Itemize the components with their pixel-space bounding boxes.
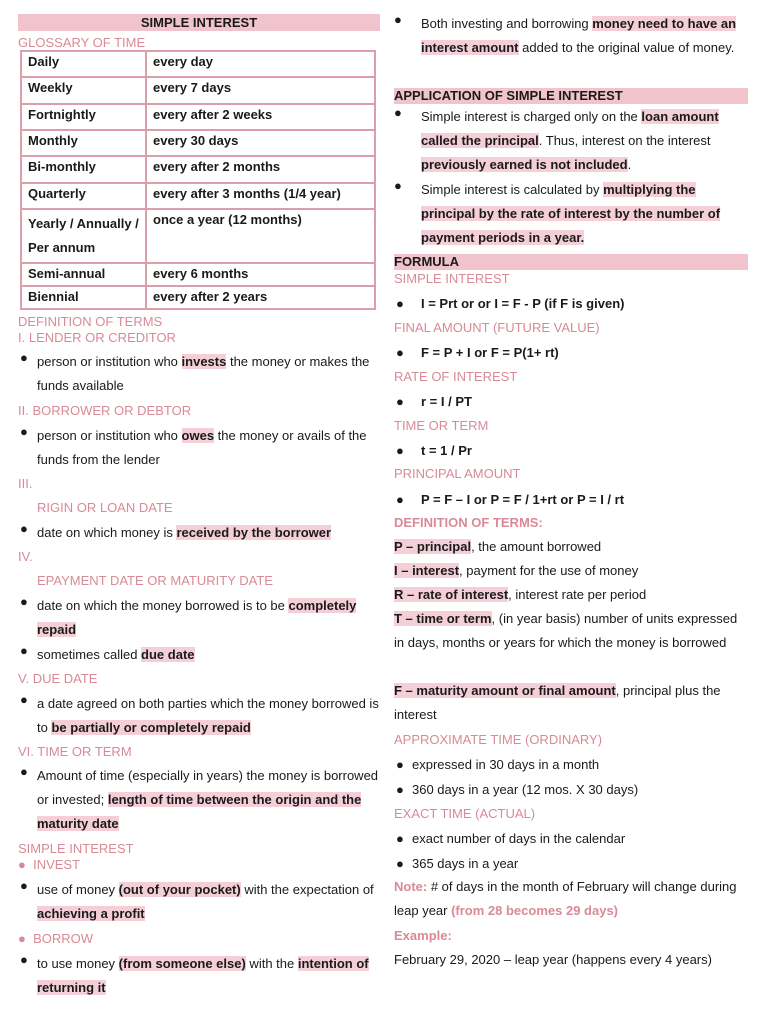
bullet-icon: ● [396, 782, 404, 797]
list-item [18, 764, 380, 836]
bullet-icon: ● [20, 764, 28, 779]
highlight: P – principal [394, 539, 472, 554]
list-item [18, 952, 380, 1000]
formula-text: t = 1 / Pr [421, 443, 472, 458]
table-row [21, 263, 375, 286]
list-item [18, 643, 380, 667]
list-item [18, 594, 380, 642]
text: , payment for the use of money [459, 563, 639, 578]
invest-heading [18, 857, 380, 872]
highlight: be partially or completely repaid [51, 720, 251, 735]
text: , principal plus the interest [394, 683, 721, 722]
pink-bullet-icon: ● [18, 857, 26, 872]
bullet-icon: ● [396, 394, 404, 409]
bullet-icon: ● [396, 492, 404, 507]
glossary-meaning: every after 3 months (1/4 year) [146, 183, 375, 209]
list-item [394, 12, 748, 84]
borrow-heading [18, 931, 380, 946]
highlight: due date [141, 647, 195, 662]
section-origin-heading: RIGIN OR LOAN DATE [37, 500, 173, 515]
highlight: invests [181, 354, 227, 369]
term-t [394, 607, 748, 655]
text: the money or makes the funds available [37, 354, 370, 393]
glossary-table [20, 50, 376, 310]
bullet-icon: ● [396, 296, 404, 311]
table-row [21, 77, 375, 104]
formula-pa-heading: PRINCIPAL AMOUNT [394, 466, 521, 481]
highlight: achieving a profit [37, 906, 145, 921]
formula-rate-heading: RATE OF INTEREST [394, 369, 518, 384]
text: Simple interest is charged only on the [421, 109, 642, 124]
list-item [18, 424, 380, 472]
text: with the expectation of [240, 882, 374, 897]
list-item [394, 105, 748, 177]
section-lender-heading: I. LENDER OR CREDITOR [18, 330, 176, 345]
note [394, 875, 748, 923]
list-item [18, 692, 380, 740]
table-row [21, 183, 375, 209]
text: 360 days in a year (12 mos. X 30 days) [412, 782, 639, 797]
bullet-icon: ● [394, 105, 402, 120]
bullet-icon: ● [20, 952, 28, 967]
list-item [394, 178, 748, 250]
pink-bullet-icon: ● [18, 931, 26, 946]
formula-time-heading: TIME OR TERM [394, 418, 489, 433]
glossary-term: Yearly / Annually / Per annum [21, 209, 146, 263]
table-row [21, 156, 375, 183]
text: sometimes called [37, 647, 142, 662]
text: exact number of days in the calendar [412, 831, 626, 846]
section-due-date-heading: V. DUE DATE [18, 671, 98, 686]
list-item [18, 878, 380, 926]
highlight: multiplying the principal by the rate of interest by the number of payment periods in a year. [421, 182, 721, 245]
terms-heading: DEFINITION OF TERMS: [394, 515, 543, 530]
glossary-term: Bi-monthly [21, 156, 146, 183]
table-row [21, 51, 375, 77]
highlight: loan amount called the principal [421, 109, 719, 148]
formula-text: P = F – I or P = F / 1+rt or P = I / rt [421, 492, 625, 507]
text: , (in year basis) number of units expressed in days, months or years for which the money is borrowed [394, 611, 738, 650]
bullet-icon: ● [394, 178, 402, 193]
glossary-meaning: every after 2 years [146, 286, 375, 309]
glossary-term: Weekly [21, 77, 146, 104]
text: person or institution who [37, 354, 182, 369]
glossary-meaning: once a year (12 months) [146, 209, 375, 263]
list-item [18, 350, 380, 398]
section-num-4: IV. [18, 549, 33, 564]
bullet-icon: ● [20, 643, 28, 658]
note-pink: (from 28 becomes 29 days) [451, 903, 618, 918]
highlight: received by the borrower [176, 525, 332, 540]
glossary-meaning: every after 2 months [146, 156, 375, 183]
highlight: money need to have an interest amount [421, 16, 737, 55]
term-r [394, 583, 748, 607]
highlight: I – interest [394, 563, 460, 578]
simple-interest-heading: SIMPLE INTEREST [18, 841, 134, 856]
borrow-label: BORROW [33, 931, 94, 946]
text: . [627, 157, 632, 172]
highlight: R – rate of interest [394, 587, 509, 602]
bullet-icon: ● [394, 12, 402, 27]
bullet-icon: ● [20, 424, 28, 439]
exact-heading: EXACT TIME (ACTUAL) [394, 806, 536, 821]
text: # of days in the month of February will change during leap year [394, 879, 737, 918]
example-label: Example: [394, 928, 452, 943]
term-p [394, 535, 748, 559]
text: . Thus, interest on the interest [538, 133, 711, 148]
glossary-meaning: every day [146, 51, 375, 77]
glossary-term: Semi-annual [21, 263, 146, 286]
highlight: previously earned is not included [421, 157, 628, 172]
highlight: owes [181, 428, 215, 443]
table-row [21, 209, 375, 263]
highlight: (from someone else) [118, 956, 246, 971]
formula-si-heading: SIMPLE INTEREST [394, 271, 510, 286]
text: Simple interest is calculated by [421, 182, 604, 197]
glossary-meaning: every after 2 weeks [146, 104, 375, 130]
formula-text: r = I / PT [421, 394, 472, 409]
page-title: SIMPLE INTEREST [18, 14, 380, 31]
bullet-icon: ● [20, 350, 28, 365]
text: a date agreed on both parties which the money borrowed is to [37, 696, 379, 735]
highlight: length of time between the origin and the maturity date [37, 792, 362, 831]
text: , the amount borrowed [471, 539, 602, 554]
glossary-term: Monthly [21, 130, 146, 156]
formula-fa-heading: FINAL AMOUNT (FUTURE VALUE) [394, 320, 600, 335]
list-item [18, 521, 380, 545]
approx-heading: APPROXIMATE TIME (ORDINARY) [394, 732, 603, 747]
section-repayment-heading: EPAYMENT DATE OR MATURITY DATE [37, 573, 273, 588]
text: expressed in 30 days in a month [412, 757, 600, 772]
highlight: (out of your pocket) [118, 882, 241, 897]
highlight: intention of returning it [37, 956, 369, 995]
term-i [394, 559, 748, 583]
text: person or institution who [37, 428, 182, 443]
text: Amount of time (especially in years) the money is borrowed or invested; [37, 768, 379, 807]
definitions-heading: DEFINITION OF TERMS [18, 314, 163, 329]
glossary-term: Quarterly [21, 183, 146, 209]
glossary-term: Biennial [21, 286, 146, 309]
glossary-term: Fortnightly [21, 104, 146, 130]
text: use of money [37, 882, 119, 897]
application-heading: APPLICATION OF SIMPLE INTEREST [394, 88, 748, 104]
text: to use money [37, 956, 119, 971]
term-f [394, 679, 748, 727]
bullet-icon: ● [396, 345, 404, 360]
note-label: Note: [394, 879, 428, 894]
table-row [21, 130, 375, 156]
text: , interest rate per period [508, 587, 647, 602]
glossary-heading: GLOSSARY OF TIME [18, 35, 146, 50]
text: date on which the money borrowed is to be [37, 598, 289, 613]
glossary-meaning: every 6 months [146, 263, 375, 286]
table-row [21, 286, 375, 309]
invest-label: INVEST [33, 857, 81, 872]
text: added to the original value of money. [518, 40, 735, 55]
bullet-icon: ● [20, 692, 28, 707]
highlight: completely repaid [37, 598, 357, 637]
bullet-icon: ● [396, 443, 404, 458]
highlight: F – maturity amount or final amount [394, 683, 616, 698]
formula-text: I = Prt or or I = F - P (if F is given) [421, 296, 625, 311]
glossary-meaning: every 30 days [146, 130, 375, 156]
section-borrower-heading: II. BORROWER OR DEBTOR [18, 403, 192, 418]
text: date on which money is [37, 525, 177, 540]
text: with the [245, 956, 298, 971]
bullet-icon: ● [20, 594, 28, 609]
bullet-icon: ● [396, 757, 404, 772]
bullet-icon: ● [396, 831, 404, 846]
glossary-meaning: every 7 days [146, 77, 375, 104]
text: 365 days in a year [412, 856, 519, 871]
formula-heading: FORMULA [394, 254, 748, 270]
formula-text: F = P + I or F = P(1+ rt) [421, 345, 559, 360]
bullet-icon: ● [396, 856, 404, 871]
glossary-term: Daily [21, 51, 146, 77]
text: the money or avails of the funds from the lender [37, 428, 367, 467]
section-num-3: III. [18, 476, 33, 491]
text: Both investing and borrowing [421, 16, 593, 31]
example-text: February 29, 2020 – leap year (happens every 4 years) [394, 952, 712, 967]
bullet-icon: ● [20, 878, 28, 893]
table-row [21, 104, 375, 130]
highlight: T – time or term [394, 611, 492, 626]
bullet-icon: ● [20, 521, 28, 536]
section-time-heading: VI. TIME OR TERM [18, 744, 132, 759]
